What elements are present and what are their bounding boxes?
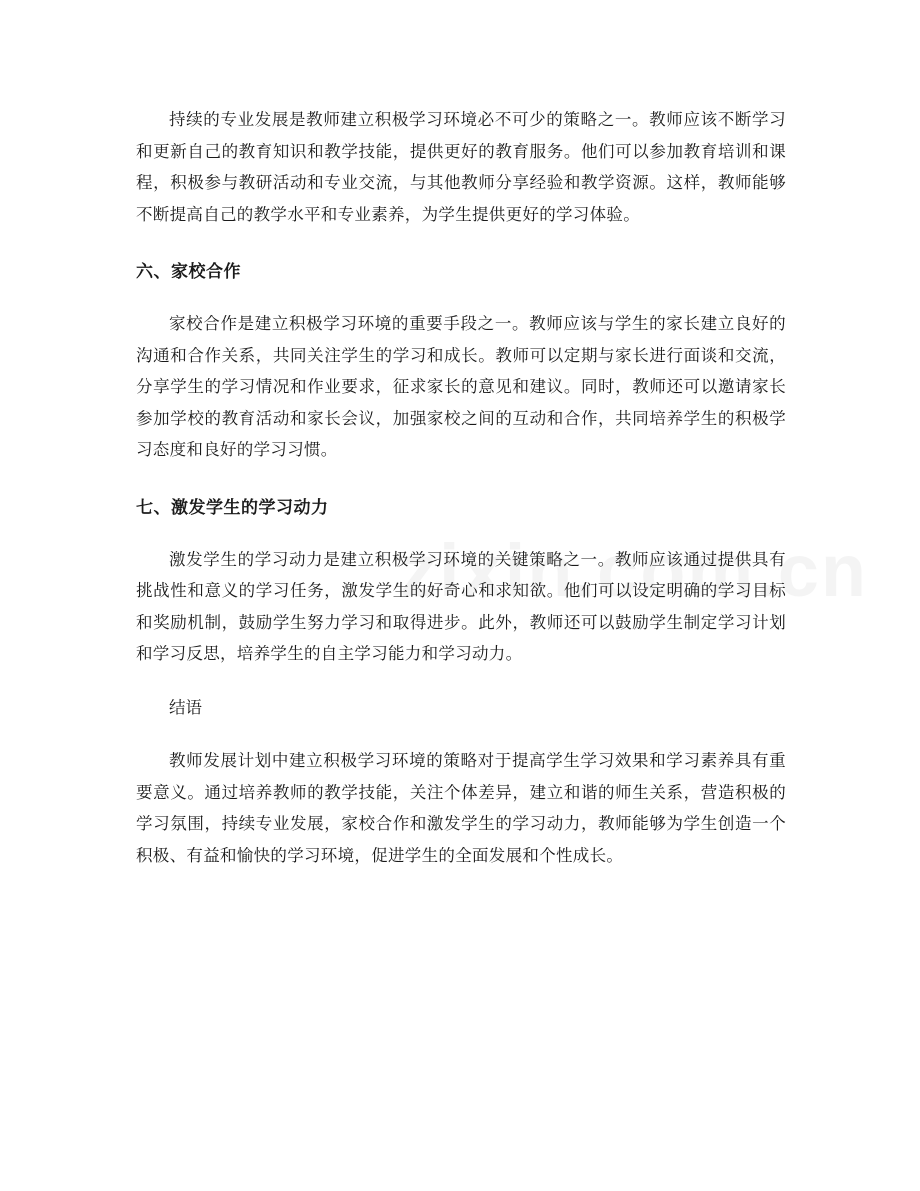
spacer [136, 522, 786, 544]
spacer [136, 466, 786, 494]
section-heading-motivation: 七、激发学生的学习动力 [136, 497, 329, 518]
spacer [136, 230, 786, 258]
spacer [136, 723, 786, 745]
section-heading-home-school: 六、家校合作 [136, 262, 241, 282]
spacer [136, 670, 786, 692]
section-body-motivation: 激发学生的学习动力是建立积极学习环境的关键策略之一。教师应该通过提供具有挑战性和意义的学习任务，激发学生的好奇心和求知欲。他们可以设定明确的学习目标和奖励机制，鼓励学生努力学习和取得进步。此外，教师还可以鼓励学生制定学习计划和学习反思，培养学生的自主学习能力和学习动力。 [136, 549, 786, 663]
section-body-home-school: 家校合作是建立积极学习环境的重要手段之一。教师应该与学生的家长建立良好的沟通和合作关系，共同关注学生的学习和成长。教师可以定期与家长进行面谈和交流，分享学生的学习情况和作业要求，征求家长的意见和建议。同时，教师还可以邀请家长参加学校的教育活动和家长会议，加强家校之间的互动和合作，共同培养学生的积极学习态度和良好的学习习惯。 [136, 314, 786, 459]
intro-paragraph: 持续的专业发展是教师建立积极学习环境必不可少的策略之一。教师应该不断学习和更新自己的教育知识和教学技能，提供更好的教育服务。他们可以参加教育培训和课程，积极参与教研活动和专业交流，与其他教师分享经验和教学资源。这样，教师能够不断提高自己的教学水平和专业素养，为学生提供更好的学习体验。 [136, 110, 786, 224]
conclusion-label: 结语 [169, 697, 202, 717]
spacer [136, 286, 786, 308]
conclusion-paragraph: 教师发展计划中建立积极学习环境的策略对于提高学生学习效果和学习素养具有重要意义。通过培养教师的教学技能，关注个体差异，建立和谐的师生关系，营造积极的学习氛围，持续专业发展，家校合作和激发学生的学习动力，教师能够为学生创造一个积极、有益和愉快的学习环境，促进学生的全面发展和个性成长。 [136, 751, 786, 865]
document-body [136, 104, 786, 871]
